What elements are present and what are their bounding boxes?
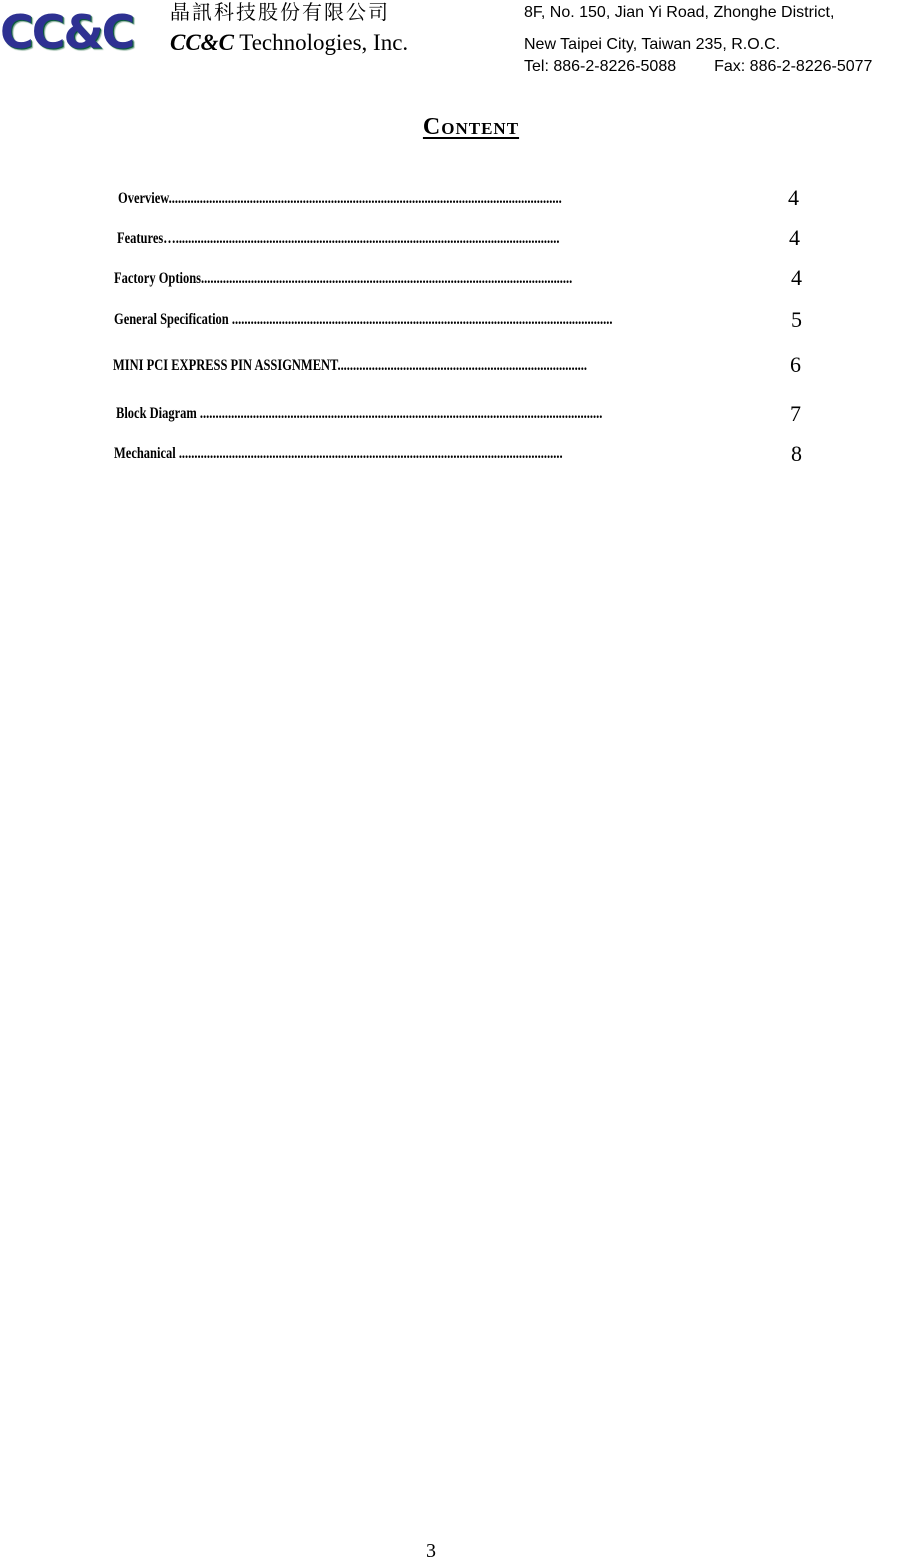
toc-entry-label: General Specification bbox=[114, 311, 232, 328]
toc-page-number: 4 bbox=[789, 225, 800, 250]
toc-entry-leader: ....................................................................................................................... bbox=[201, 270, 573, 287]
company-logo: CC&C bbox=[0, 5, 134, 59]
toc-entry-features[interactable] bbox=[117, 230, 679, 248]
toc-entry-label: Mechanical bbox=[114, 445, 179, 462]
toc-entry-leader: ................................................................................ bbox=[337, 357, 588, 374]
toc-entry-label: Block Diagram bbox=[116, 405, 200, 422]
toc-entry-leader: ........................................................................................................................... bbox=[175, 230, 560, 247]
toc-page-number: 4 bbox=[788, 185, 799, 210]
company-brand: CC&C bbox=[170, 30, 234, 55]
toc-entry-label: Factory Options bbox=[114, 270, 202, 287]
toc-page-number: 4 bbox=[791, 265, 802, 290]
toc-entry-leader: .............................................................................................................................. bbox=[168, 190, 562, 207]
page-title: Content bbox=[422, 114, 520, 140]
toc-entry-factory-options[interactable] bbox=[114, 270, 681, 288]
address-line-2: New Taipei City, Taiwan 235, R.O.C. bbox=[524, 36, 781, 53]
toc-entry-general-specification[interactable] bbox=[114, 311, 772, 329]
telephone: Tel: 886-2-8226-5088 bbox=[524, 58, 677, 75]
contact-line bbox=[524, 58, 872, 76]
toc-page-number: 7 bbox=[790, 401, 801, 426]
toc-entry-leader: .......................................................................................................................... bbox=[231, 311, 613, 328]
toc-entry-label: Overview bbox=[118, 190, 169, 207]
toc-entry-overview[interactable] bbox=[118, 190, 678, 208]
toc-page-number: 6 bbox=[790, 352, 801, 377]
company-name-chinese: 晶訊科技股份有限公司 bbox=[170, 0, 390, 24]
address-line-1: 8F, No. 150, Jian Yi Road, Zhonghe District, bbox=[524, 4, 835, 21]
toc-page-number: 8 bbox=[791, 441, 802, 466]
toc-page-number: 5 bbox=[791, 307, 802, 332]
toc-entry-label: Features… bbox=[117, 230, 176, 247]
fax: Fax: 886-2-8226-5077 bbox=[714, 58, 873, 75]
footer-page-number: 3 bbox=[426, 1540, 436, 1562]
toc-entry-leader: ........................................................................................................................... bbox=[178, 445, 563, 462]
toc-entry-block-diagram[interactable] bbox=[116, 405, 741, 423]
toc-entry-label: MINI PCI EXPRESS PIN ASSIGNMENT bbox=[113, 357, 338, 374]
company-name-suffix: Technologies, Inc. bbox=[233, 30, 409, 55]
toc-entry-pin-assignment[interactable] bbox=[113, 357, 755, 375]
toc-entry-mechanical[interactable] bbox=[114, 445, 682, 463]
company-name-english bbox=[170, 30, 408, 56]
toc-entry-leader: ................................................................................................................................. bbox=[199, 405, 603, 422]
